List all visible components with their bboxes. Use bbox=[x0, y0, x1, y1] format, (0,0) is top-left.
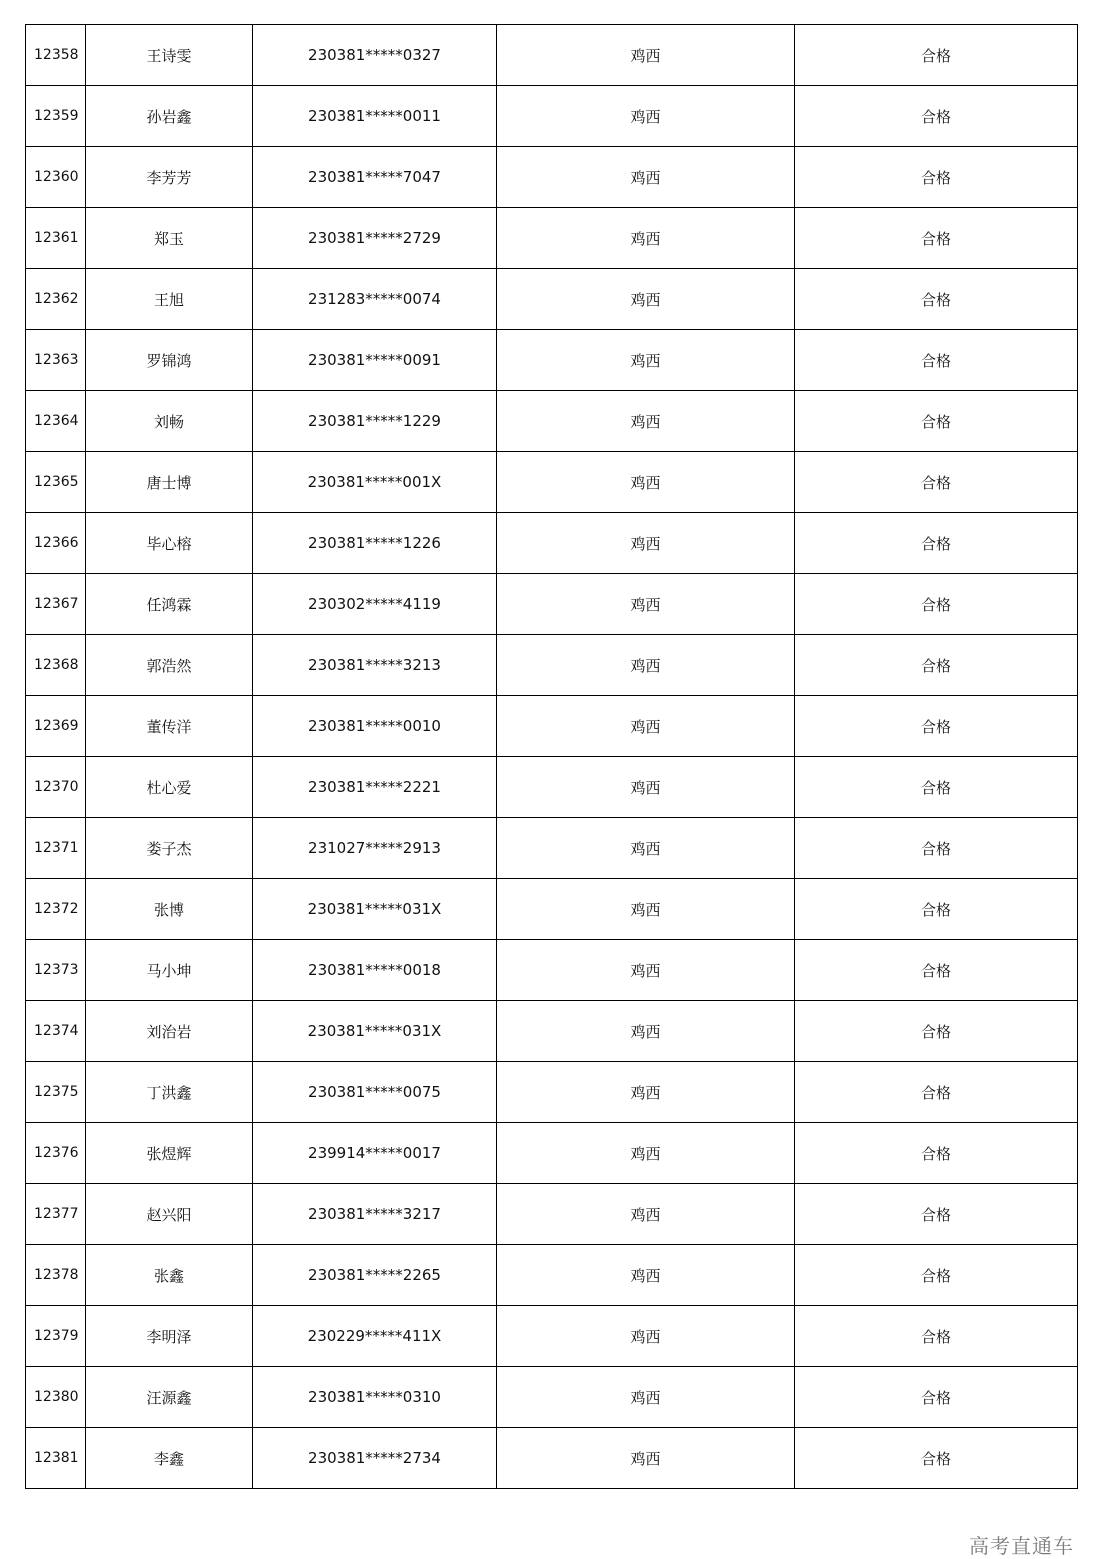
row-number-cell: 12369 bbox=[26, 696, 86, 757]
result-cell: 合格 bbox=[795, 1062, 1078, 1123]
name-cell: 王旭 bbox=[86, 269, 253, 330]
region-cell: 鸡西 bbox=[497, 1184, 795, 1245]
region-cell: 鸡西 bbox=[497, 1306, 795, 1367]
id-card-cell: 230381*****0310 bbox=[253, 1367, 497, 1428]
result-cell: 合格 bbox=[795, 513, 1078, 574]
name-cell: 任鸿霖 bbox=[86, 574, 253, 635]
region-cell: 鸡西 bbox=[497, 1123, 795, 1184]
name-cell: 丁洪鑫 bbox=[86, 1062, 253, 1123]
name-cell: 唐士博 bbox=[86, 452, 253, 513]
region-cell: 鸡西 bbox=[497, 513, 795, 574]
row-number-cell: 12379 bbox=[26, 1306, 86, 1367]
result-cell: 合格 bbox=[795, 696, 1078, 757]
table-row bbox=[26, 757, 1078, 818]
name-cell: 郭浩然 bbox=[86, 635, 253, 696]
id-card-cell: 230381*****1229 bbox=[253, 391, 497, 452]
id-card-cell: 230381*****3213 bbox=[253, 635, 497, 696]
id-card-cell: 230381*****2221 bbox=[253, 757, 497, 818]
result-cell: 合格 bbox=[795, 452, 1078, 513]
table-row bbox=[26, 86, 1078, 147]
table-row bbox=[26, 147, 1078, 208]
region-cell: 鸡西 bbox=[497, 1001, 795, 1062]
table-row bbox=[26, 696, 1078, 757]
id-card-cell: 230381*****0011 bbox=[253, 86, 497, 147]
name-cell: 马小坤 bbox=[86, 940, 253, 1001]
region-cell: 鸡西 bbox=[497, 147, 795, 208]
region-cell: 鸡西 bbox=[497, 635, 795, 696]
id-card-cell: 230381*****2734 bbox=[253, 1428, 497, 1489]
result-cell: 合格 bbox=[795, 1001, 1078, 1062]
table-row bbox=[26, 25, 1078, 86]
row-number-cell: 12366 bbox=[26, 513, 86, 574]
id-card-cell: 231283*****0074 bbox=[253, 269, 497, 330]
region-cell: 鸡西 bbox=[497, 696, 795, 757]
name-cell: 毕心榕 bbox=[86, 513, 253, 574]
table-row bbox=[26, 940, 1078, 1001]
row-number-cell: 12373 bbox=[26, 940, 86, 1001]
name-cell: 孙岩鑫 bbox=[86, 86, 253, 147]
row-number-cell: 12358 bbox=[26, 25, 86, 86]
id-card-cell: 230381*****0018 bbox=[253, 940, 497, 1001]
table-row bbox=[26, 513, 1078, 574]
result-cell: 合格 bbox=[795, 208, 1078, 269]
row-number-cell: 12359 bbox=[26, 86, 86, 147]
result-cell: 合格 bbox=[795, 1184, 1078, 1245]
results-table bbox=[25, 24, 1078, 1489]
table-row bbox=[26, 574, 1078, 635]
region-cell: 鸡西 bbox=[497, 1062, 795, 1123]
result-cell: 合格 bbox=[795, 330, 1078, 391]
result-cell: 合格 bbox=[795, 574, 1078, 635]
table-row bbox=[26, 1184, 1078, 1245]
result-cell: 合格 bbox=[795, 818, 1078, 879]
result-cell: 合格 bbox=[795, 147, 1078, 208]
region-cell: 鸡西 bbox=[497, 818, 795, 879]
table-row bbox=[26, 269, 1078, 330]
result-cell: 合格 bbox=[795, 1306, 1078, 1367]
result-cell: 合格 bbox=[795, 1428, 1078, 1489]
region-cell: 鸡西 bbox=[497, 1367, 795, 1428]
table-row bbox=[26, 1367, 1078, 1428]
id-card-cell: 230381*****0075 bbox=[253, 1062, 497, 1123]
id-card-cell: 230381*****2265 bbox=[253, 1245, 497, 1306]
row-number-cell: 12368 bbox=[26, 635, 86, 696]
table-row bbox=[26, 208, 1078, 269]
row-number-cell: 12380 bbox=[26, 1367, 86, 1428]
table-row bbox=[26, 1428, 1078, 1489]
id-card-cell: 230381*****3217 bbox=[253, 1184, 497, 1245]
row-number-cell: 12374 bbox=[26, 1001, 86, 1062]
row-number-cell: 12362 bbox=[26, 269, 86, 330]
row-number-cell: 12371 bbox=[26, 818, 86, 879]
name-cell: 张博 bbox=[86, 879, 253, 940]
row-number-cell: 12360 bbox=[26, 147, 86, 208]
name-cell: 郑玉 bbox=[86, 208, 253, 269]
table-row bbox=[26, 1123, 1078, 1184]
row-number-cell: 12365 bbox=[26, 452, 86, 513]
region-cell: 鸡西 bbox=[497, 391, 795, 452]
result-cell: 合格 bbox=[795, 1123, 1078, 1184]
region-cell: 鸡西 bbox=[497, 269, 795, 330]
id-card-cell: 230381*****0010 bbox=[253, 696, 497, 757]
row-number-cell: 12372 bbox=[26, 879, 86, 940]
name-cell: 罗锦鸿 bbox=[86, 330, 253, 391]
name-cell: 赵兴阳 bbox=[86, 1184, 253, 1245]
table-row bbox=[26, 635, 1078, 696]
id-card-cell: 230302*****4119 bbox=[253, 574, 497, 635]
id-card-cell: 230381*****1226 bbox=[253, 513, 497, 574]
name-cell: 李鑫 bbox=[86, 1428, 253, 1489]
row-number-cell: 12370 bbox=[26, 757, 86, 818]
result-cell: 合格 bbox=[795, 86, 1078, 147]
name-cell: 娄子杰 bbox=[86, 818, 253, 879]
id-card-cell: 230381*****031X bbox=[253, 879, 497, 940]
name-cell: 张煜辉 bbox=[86, 1123, 253, 1184]
row-number-cell: 12378 bbox=[26, 1245, 86, 1306]
id-card-cell: 230381*****2729 bbox=[253, 208, 497, 269]
table-row bbox=[26, 330, 1078, 391]
id-card-cell: 231027*****2913 bbox=[253, 818, 497, 879]
row-number-cell: 12363 bbox=[26, 330, 86, 391]
region-cell: 鸡西 bbox=[497, 940, 795, 1001]
table-row bbox=[26, 1306, 1078, 1367]
name-cell: 董传洋 bbox=[86, 696, 253, 757]
name-cell: 刘畅 bbox=[86, 391, 253, 452]
row-number-cell: 12375 bbox=[26, 1062, 86, 1123]
name-cell: 李芳芳 bbox=[86, 147, 253, 208]
name-cell: 李明泽 bbox=[86, 1306, 253, 1367]
result-cell: 合格 bbox=[795, 391, 1078, 452]
row-number-cell: 12381 bbox=[26, 1428, 86, 1489]
name-cell: 王诗雯 bbox=[86, 25, 253, 86]
result-cell: 合格 bbox=[795, 635, 1078, 696]
region-cell: 鸡西 bbox=[497, 330, 795, 391]
row-number-cell: 12364 bbox=[26, 391, 86, 452]
id-card-cell: 230381*****0091 bbox=[253, 330, 497, 391]
result-cell: 合格 bbox=[795, 1245, 1078, 1306]
name-cell: 刘治岩 bbox=[86, 1001, 253, 1062]
results-table-body bbox=[26, 25, 1078, 1489]
name-cell: 张鑫 bbox=[86, 1245, 253, 1306]
row-number-cell: 12367 bbox=[26, 574, 86, 635]
result-cell: 合格 bbox=[795, 25, 1078, 86]
region-cell: 鸡西 bbox=[497, 574, 795, 635]
result-cell: 合格 bbox=[795, 757, 1078, 818]
result-cell: 合格 bbox=[795, 940, 1078, 1001]
result-cell: 合格 bbox=[795, 879, 1078, 940]
id-card-cell: 230381*****7047 bbox=[253, 147, 497, 208]
region-cell: 鸡西 bbox=[497, 86, 795, 147]
watermark: 高考直通车 bbox=[967, 1530, 1076, 1559]
region-cell: 鸡西 bbox=[497, 757, 795, 818]
row-number-cell: 12377 bbox=[26, 1184, 86, 1245]
row-number-cell: 12361 bbox=[26, 208, 86, 269]
table-row bbox=[26, 391, 1078, 452]
table-row bbox=[26, 452, 1078, 513]
region-cell: 鸡西 bbox=[497, 208, 795, 269]
id-card-cell: 230381*****031X bbox=[253, 1001, 497, 1062]
table-row bbox=[26, 818, 1078, 879]
region-cell: 鸡西 bbox=[497, 25, 795, 86]
table-row bbox=[26, 1245, 1078, 1306]
table-row bbox=[26, 879, 1078, 940]
table-row bbox=[26, 1001, 1078, 1062]
id-card-cell: 230381*****001X bbox=[253, 452, 497, 513]
region-cell: 鸡西 bbox=[497, 1428, 795, 1489]
name-cell: 汪源鑫 bbox=[86, 1367, 253, 1428]
region-cell: 鸡西 bbox=[497, 1245, 795, 1306]
id-card-cell: 230229*****411X bbox=[253, 1306, 497, 1367]
result-cell: 合格 bbox=[795, 1367, 1078, 1428]
id-card-cell: 239914*****0017 bbox=[253, 1123, 497, 1184]
region-cell: 鸡西 bbox=[497, 452, 795, 513]
row-number-cell: 12376 bbox=[26, 1123, 86, 1184]
region-cell: 鸡西 bbox=[497, 879, 795, 940]
table-row bbox=[26, 1062, 1078, 1123]
result-cell: 合格 bbox=[795, 269, 1078, 330]
name-cell: 杜心爱 bbox=[86, 757, 253, 818]
id-card-cell: 230381*****0327 bbox=[253, 25, 497, 86]
